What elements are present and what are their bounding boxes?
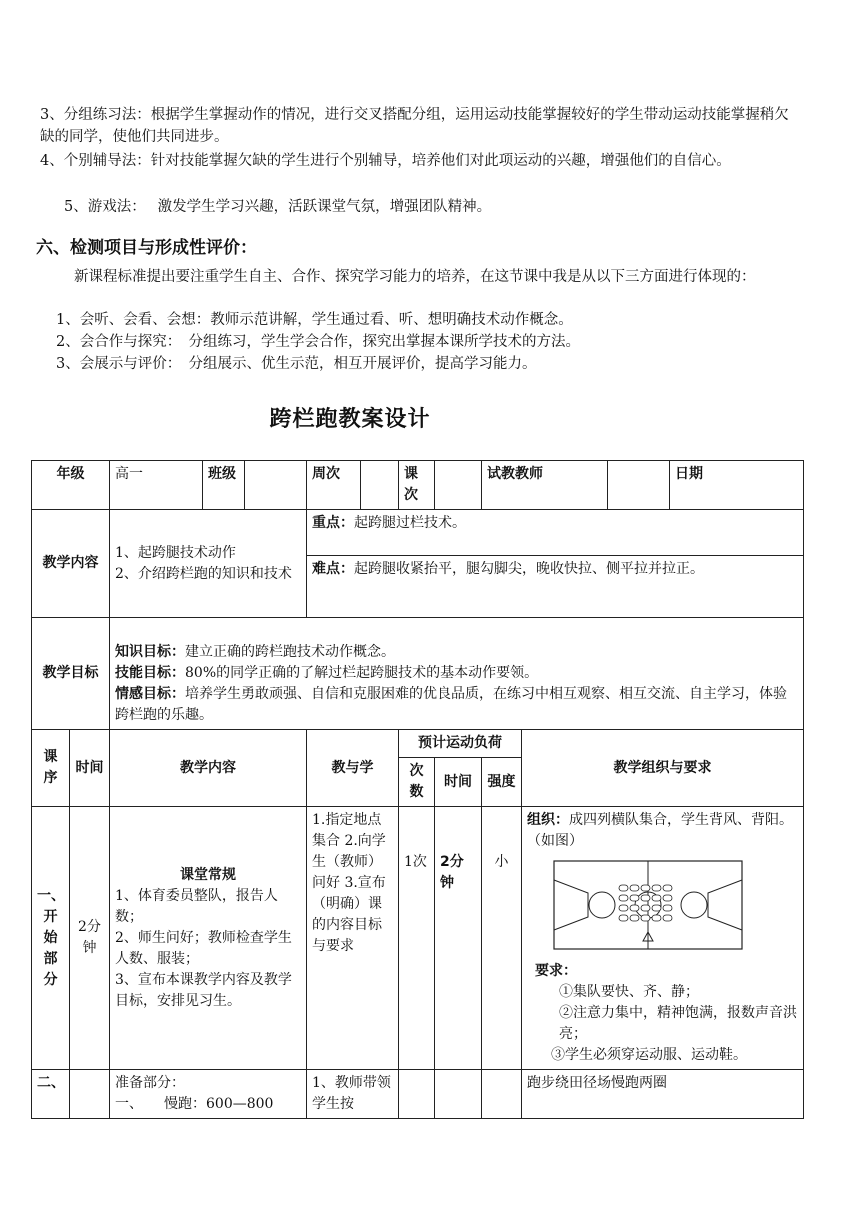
- method-4: 4、个别辅导法：针对技能掌握欠缺的学生进行个别辅导，培养他们对此项运动的兴趣，增强他们的自信心。: [40, 153, 731, 169]
- col-order: 课序: [32, 730, 70, 807]
- part1-req-1: ①集队要快、齐、静；: [559, 984, 699, 1000]
- goals-content: [110, 618, 804, 730]
- part1-intensity: 小: [482, 807, 522, 1070]
- knowledge-label: 知识目标：: [115, 644, 185, 660]
- goals-row: [32, 618, 804, 730]
- emotion-text: 培养学生勇敢顽强、自信和克服困难的优良品质，在练习中相互观察、相互交流、自主学习，体验跨栏跑的乐趣。: [115, 686, 787, 723]
- col-intensity: 强度: [482, 758, 522, 807]
- col-org: 教学组织与要求: [522, 730, 804, 807]
- part1-order: 一、开始部分: [32, 807, 70, 1070]
- part1-req-2: ②注意力集中，精神饱满，报数声音洪亮；: [559, 1005, 797, 1042]
- part2-teach: 1、教师带领学生按: [307, 1070, 399, 1119]
- part1-org-label: 组织：: [527, 812, 569, 828]
- formation-diagram: [527, 852, 798, 961]
- teacher-value: [608, 461, 670, 510]
- skill-text: 80%的同学正确的了解过栏起跨腿技术的基本动作要领。: [185, 665, 539, 681]
- header-row: [32, 461, 804, 510]
- part1-org-text: 成四列横队集合，学生背风、背阳。 （如图）: [527, 812, 800, 849]
- week-label: 周次: [307, 461, 361, 510]
- class-label: 班级: [203, 461, 245, 510]
- col-count: 次数: [399, 758, 435, 807]
- col-time: 时间: [70, 730, 110, 807]
- part1-organization: [522, 807, 804, 1070]
- emotion-label: 情感目标：: [115, 686, 185, 702]
- part2-content: [110, 1070, 307, 1119]
- lesson-plan-table: [31, 460, 804, 1119]
- column-header-row: [32, 730, 804, 758]
- difficulty-point: [307, 556, 804, 618]
- part1-content-item-3: 3、宣布本课教学内容及教学目标，安排见习生。: [115, 971, 292, 1009]
- teacher-label: 试教教师: [482, 461, 608, 510]
- part2-row: [32, 1070, 804, 1119]
- col-content: 教学内容: [110, 730, 307, 807]
- section-6-item-3: 3、会展示与评价： 分组展示、优生示范，相互开展评价，提高学习能力。: [56, 356, 537, 372]
- key-point: [307, 510, 804, 556]
- skill-label: 技能目标：: [115, 665, 185, 681]
- section-6-intro: 新课程标准提出要注重学生自主、合作、探究学习能力的培养，在这节课中我是从以下三方面进行体现的：: [74, 269, 756, 285]
- section-6-item-2: 2、会合作与探究： 分组练习，学生学会合作，探究出掌握本课所学技术的方法。: [56, 334, 580, 350]
- content-item-2: 2、介绍跨栏跑的知识和技术: [115, 565, 292, 582]
- key-label: 重点：: [312, 515, 354, 531]
- key-text: 起跨腿过栏技术。: [354, 515, 466, 531]
- part2-intensity: [482, 1070, 522, 1119]
- part2-content-line-2: 一、 慢跑：600—800: [115, 1096, 274, 1112]
- part1-row: [32, 807, 804, 1070]
- grade-value: 高一: [110, 461, 203, 510]
- court-diagram: [553, 860, 743, 950]
- part1-count: 1次: [399, 807, 435, 1070]
- method-3: 3、分组练习法：根据学生掌握动作的情况，进行交叉搭配分组，运用运动技能掌握较好的学生带动运动技能掌握稍欠缺的同学，使他们共同进步。: [40, 107, 789, 145]
- document-title: 跨栏跑教案设计: [269, 407, 431, 432]
- part1-duration: 2分钟: [435, 807, 482, 1070]
- content-items: [110, 510, 307, 618]
- difficulty-label: 难点：: [312, 561, 354, 577]
- section-6-heading: 六、检测项目与形成性评价：: [36, 238, 257, 258]
- part2-duration: [435, 1070, 482, 1119]
- col-teach: 教与学: [307, 730, 399, 807]
- part1-content-title: 课堂常规: [180, 866, 236, 883]
- part1-req-label: 要求：: [535, 963, 577, 979]
- class-value: [245, 461, 307, 510]
- section-6-item-1: 1、会听、会看、会想：教师示范讲解，学生通过看、听、想明确技术动作概念。: [56, 312, 573, 328]
- part1-content-item-2: 2、师生问好；教师检查学生人数、服装；: [115, 929, 292, 967]
- part1-time: 2分钟: [70, 807, 110, 1070]
- method-5: 5、游戏法： 激发学生学习兴趣，活跃课堂气氛，增强团队精神。: [64, 199, 492, 215]
- content-label: 教学内容: [32, 510, 110, 618]
- lesson-value: [435, 461, 482, 510]
- content-item-1: 1、起跨腿技术动作: [115, 544, 236, 561]
- part2-content-line-1: 准备部分：: [115, 1075, 185, 1091]
- lesson-label: 课次: [399, 461, 435, 510]
- grade-label: 年级: [32, 461, 110, 510]
- part1-teach: 1.指定地点集合 2.向学生（教师）问好 3.宣布（明确）课的内容目标与要求: [307, 807, 399, 1070]
- difficulty-text: 起跨腿收紧抬平，腿勾脚尖，晚收快拉、侧平拉并拉正。: [354, 561, 704, 577]
- knowledge-text: 建立正确的跨栏跑技术动作概念。: [185, 644, 395, 660]
- part1-req-3: ③学生必须穿运动服、运动鞋。: [551, 1047, 747, 1063]
- part2-time: [70, 1070, 110, 1119]
- part1-content-item-1: 1、体育委员整队，报告人数；: [115, 887, 278, 925]
- goals-label: 教学目标: [32, 618, 110, 730]
- col-duration: 时间: [435, 758, 482, 807]
- date-cell: [670, 461, 804, 510]
- part2-count: [399, 1070, 435, 1119]
- part1-content: [110, 807, 307, 1070]
- col-load: 预计运动负荷: [399, 730, 522, 758]
- part2-order: 二、: [32, 1070, 70, 1119]
- date-label: 日期: [675, 466, 703, 482]
- week-value: [361, 461, 399, 510]
- part2-organization: 跑步绕田径场慢跑两圈: [522, 1070, 804, 1119]
- content-row: [32, 510, 804, 556]
